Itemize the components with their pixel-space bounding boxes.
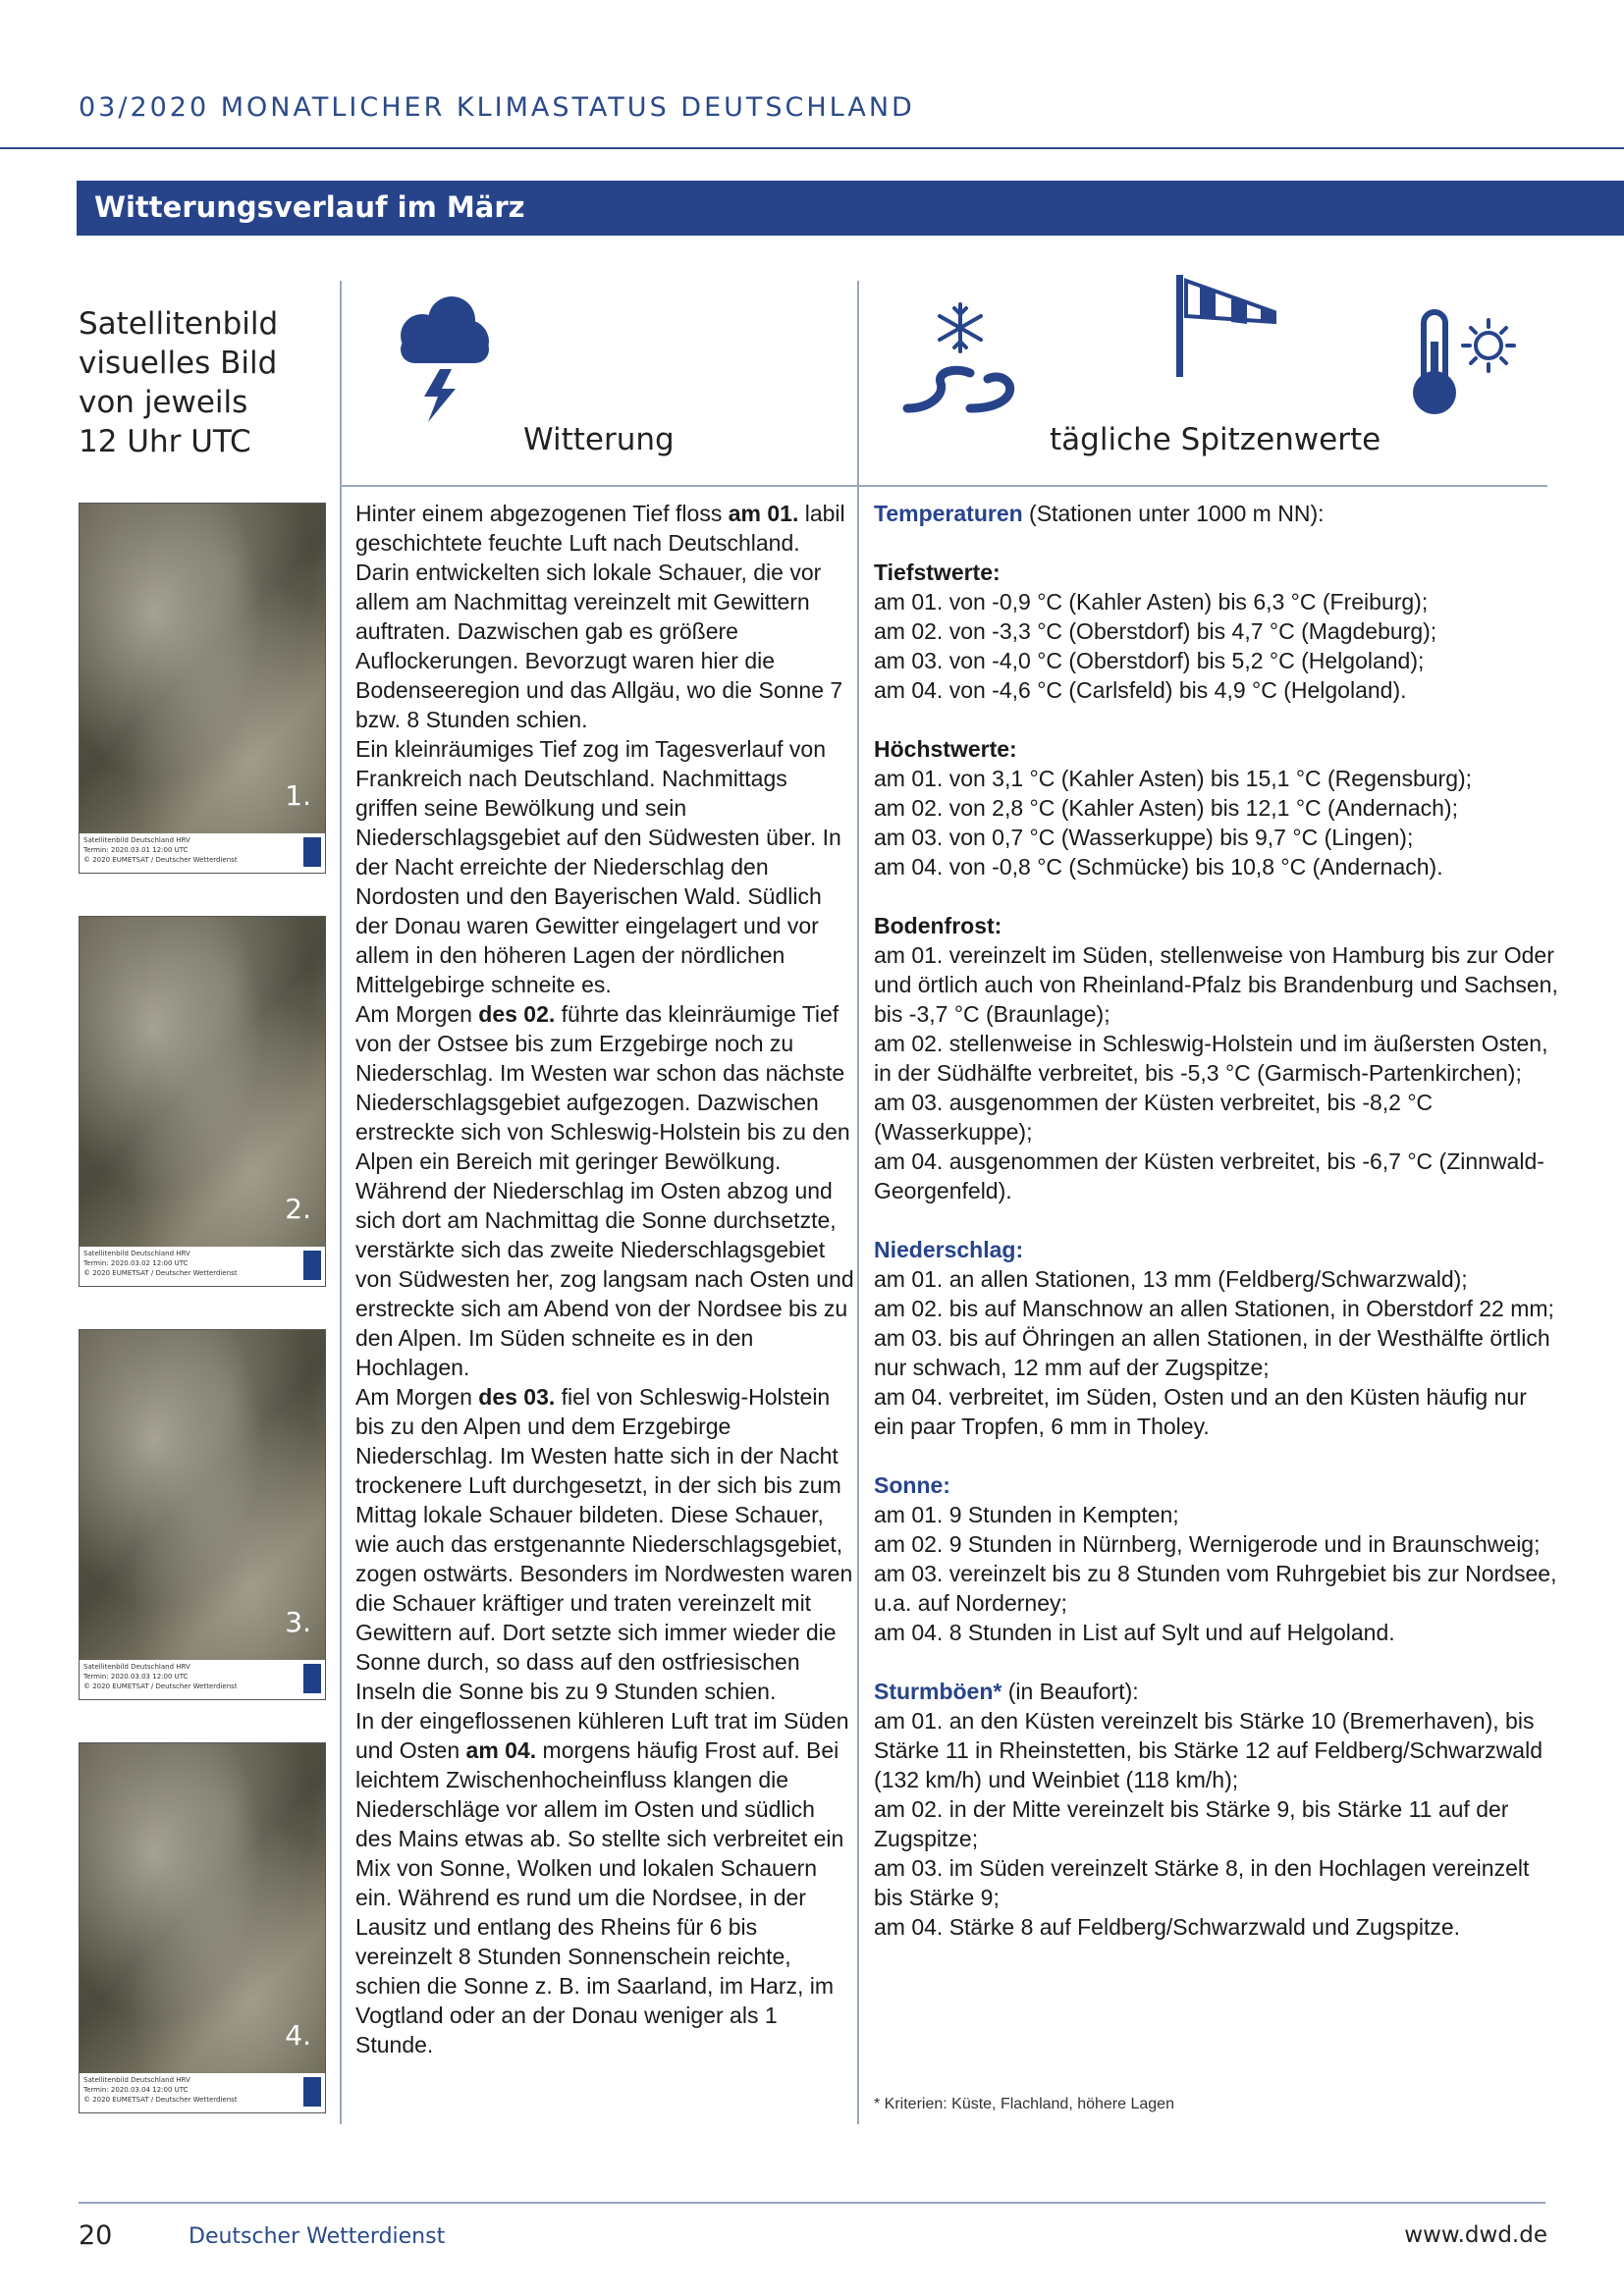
satellite-caption [80,2073,325,2112]
list-item: am 01. an allen Stationen, 13 mm (Feldberg/Schwarzwald); [874,1266,1468,1292]
niederschlag-heading: Niederschlag: [874,1237,1024,1262]
caption-line: Satellitenbild Deutschland HRV [83,1663,190,1671]
satellite-number: 2. [285,1193,311,1225]
list-item: am 02. von 2,8 °C (Kahler Asten) bis 12,1 °C (Andernach); [874,795,1458,821]
witterung-paragraph: Am Morgen des 03. fiel von Schleswig-Holstein bis zu den Alpen und dem Erzgebirge Niederschlag. Im Westen hatte sich in der Nacht trockenere Luft durchgesetzt, in der sich bis zum Mittag lokale Schauer bildeten. Diese Schauer, wie auch das erstgenannte Niederschlagsgebiet, zogen ostwärts. Besonders im Nordwesten waren die Schauer kräftiger und traten vereinzelt mit Gewittern auf. Dort setzte sich immer wieder die Sonne durch, so dass auf den ostfriesischen Inseln die Sonne bis zu 9 Stunden schien. [355,1384,853,1704]
list-item: am 01. an den Küsten vereinzelt bis Stärke 10 (Bremerhaven), bis Stärke 11 in Rheinstetten, bis Stärke 12 auf Feldberg/Schwarzwald (132 km/h) und Weinbiet (118 km/h); [874,1708,1543,1792]
witterung-heading: Witterung [523,422,675,457]
sturmboeen-heading: Sturmböen* (in Beaufort): [874,1679,1139,1704]
organization-name: Deutscher Wetterdienst [189,2224,446,2249]
list-item: am 01. vereinzelt im Süden, stellenweise von Hamburg bis zur Oder und örtlich auch von Rheinland-Pfalz bis Brandenburg und Sachsen, bis -3,7 °C (Braunlage); [874,942,1558,1027]
satellite-number: 1. [285,779,311,812]
section-bar [77,181,1624,236]
list-item: am 02. bis auf Manschnow an allen Stationen, in Oberstdorf 22 mm; [874,1296,1554,1321]
witterung-paragraph: Ein kleinräumiges Tief zog im Tagesverlauf von Frankreich nach Deutschland. Nachmittags griffen seine Bewölkung und sein Niederschlagsgebiet auf den Südwesten über. In der Nacht erreichte der Niederschlag den Nordosten und den Bayerischen Wald. Südlich der Donau waren Gewitter eingelagert und vor allem in den höheren Lagen der nördlichen Mittelgebirge schneite es. [355,736,841,997]
satellite-caption [80,833,325,873]
temperature-heading: Temperaturen (Stationen unter 1000 m NN): [874,501,1325,526]
sonne-heading: Sonne: [874,1472,950,1498]
running-header: 03/2020 MONATLICHER KLIMASTATUS DEUTSCHLAND [79,92,915,123]
satellite-column-label [79,304,278,461]
dwd-logo-icon [303,1664,321,1693]
list-item: am 04. verbreitet, im Süden, Osten und an den Küsten häufig nur ein paar Tropfen, 6 mm in Tholey. [874,1384,1527,1439]
satellite-image-3 [79,1329,326,1700]
list-item: am 01. von -0,9 °C (Kahler Asten) bis 6,3 °C (Freiburg); [874,589,1429,614]
satellite-image-1 [79,503,326,874]
spitzenwerte-heading: tägliche Spitzenwerte [1050,422,1381,457]
caption-line: © 2020 EUMETSAT / Deutscher Wetterdienst [83,1682,238,1690]
list-item: am 03. von 0,7 °C (Wasserkuppe) bis 9,7 °C (Lingen); [874,825,1414,850]
caption-line: © 2020 EUMETSAT / Deutscher Wetterdienst [83,1269,238,1277]
page-number: 20 [79,2220,113,2251]
tiefstwerte-heading: Tiefstwerte: [874,560,1001,585]
list-item: am 03. von -4,0 °C (Oberstdorf) bis 5,2 °C (Helgoland); [874,648,1425,673]
caption-line: Termin: 2020.03.04 12:00 UTC [83,2086,189,2094]
satellite-image-4 [79,1742,326,2113]
list-item: am 02. 9 Stunden in Nürnberg, Wernigerode und in Braunschweig; [874,1531,1541,1557]
dwd-logo-icon [303,2077,321,2107]
list-item: am 04. Stärke 8 auf Feldberg/Schwarzwald und Zugspitze. [874,1914,1461,1940]
bodenfrost-heading: Bodenfrost: [874,913,1002,938]
satellite-image-2 [79,916,326,1287]
footer-rule [79,2202,1545,2204]
list-item: am 01. von 3,1 °C (Kahler Asten) bis 15,1 °C (Regensburg); [874,766,1473,791]
dwd-logo-icon [303,837,321,867]
witterung-text [355,499,854,2059]
list-item: am 03. bis auf Öhringen an allen Stationen, in der Westhälfte örtlich nur schwach, 12 mm auf der Zugspitze; [874,1325,1550,1380]
caption-line: Satellitenbild Deutschland HRV [83,2076,190,2084]
caption-line: Termin: 2020.03.01 12:00 UTC [83,846,189,854]
sat-label-line: Satellitenbild [79,306,279,342]
witterung-paragraph: In der eingeflossenen kühleren Luft trat im Süden und Osten am 04. morgens häufig Frost auf. Bei leichtem Zwischenhocheinfluss klangen die Niederschläge vor allem im Osten und südlich des Mains etwas ab. So stellte sich verbreitet ein Mix von Sonne, Wolken und lokalen Schauern ein. Während es rund um die Nordsee, in der Lausitz und entlang des Rheins für 6 bis vereinzelt 8 Stunden Sonnenschein reichte, schien die Sonne z. B. im Saarland, im Harz, im Vogtland oder an der Donau weniger als 1 Stunde. [355,1708,849,2057]
column-rule-2 [857,281,859,2124]
sat-label-line: 12 Uhr UTC [79,424,251,459]
section-title: Witterungsverlauf im März [94,190,525,224]
thunderstorm-cloud-icon [391,291,493,424]
list-item: am 01. 9 Stunden in Kempten; [874,1502,1179,1527]
satellite-number: 3. [285,1606,311,1638]
satellite-number: 4. [285,2019,311,2052]
header-rule [0,147,1624,149]
list-item: am 02. von -3,3 °C (Oberstdorf) bis 4,7 °C (Magdeburg); [874,618,1437,644]
list-item: am 02. in der Mitte vereinzelt bis Stärke 9, bis Stärke 11 auf der Zugspitze; [874,1796,1509,1851]
list-item: am 02. stellenweise in Schleswig-Holstein und im äußersten Osten, in der Südhälfte verbreitet, bis -5,3 °C (Garmisch-Partenkirchen); [874,1031,1548,1086]
satellite-caption [80,1247,325,1286]
caption-line: Satellitenbild Deutschland HRV [83,1250,190,1257]
thermometer-sun-icon [1402,306,1520,418]
witterung-paragraph: Am Morgen des 02. führte das kleinräumige Tief von der Ostsee bis zum Erzgebirge noch zu Niederschlag. Im Westen war schon das nächste Niederschlagsgebiet aufgezogen. Dazwischen erstreckte sich von Schleswig-Holstein bis zu den Alpen ein Bereich mit geringer Bewölkung. Während der Niederschlag im Osten abzog und sich dort am Nachmittag die Sonne durchsetzte, verstärkte sich das zweite Niederschlagsgebiet von Südwesten her, zog langsam nach Osten und erstreckte sich am Abend von der Nordsee bis zu den Alpen. Im Süden schneite es in den Hochlagen. [355,1001,854,1380]
list-item: am 03. im Süden vereinzelt Stärke 8, in den Hochlagen vereinzelt bis Stärke 9; [874,1855,1530,1910]
caption-line: © 2020 EUMETSAT / Deutscher Wetterdienst [83,856,238,864]
spitzenwerte-text [874,499,1561,1942]
list-item: am 04. von -4,6 °C (Carlsfeld) bis 4,9 °C (Helgoland). [874,677,1407,703]
hoechstwerte-heading: Höchstwerte: [874,736,1017,762]
heading-rule [340,485,1547,487]
sat-label-line: visuelles Bild [79,346,278,381]
footnote: * Kriterien: Küste, Flachland, höhere Lagen [874,2096,1174,2112]
snow-road-icon [901,298,1019,416]
sat-label-line: von jeweils [79,385,248,420]
website-link[interactable]: www.dwd.de [1404,2222,1547,2248]
witterung-paragraph: Hinter einem abgezogenen Tief floss am 01. labil geschichtete feuchte Luft nach Deutschland. Darin entwickelten sich lokale Schauer, die vor allem am Nachmittag vereinzelt mit Gewittern auftraten. Dazwischen gab es größere Auflockerungen. Bevorzugt waren hier die Bodenseeregion und das Allgäu, wo die Sonne 7 bzw. 8 Stunden schien. [355,501,845,732]
list-item: am 03. vereinzelt bis zu 8 Stunden vom Ruhrgebiet bis zur Nordsee, u.a. auf Norderney; [874,1561,1557,1616]
list-item: am 03. ausgenommen der Küsten verbreitet, bis -8,2 °C (Wasserkuppe); [874,1090,1434,1145]
list-item: am 04. ausgenommen der Küsten verbreitet, bis -6,7 °C (Zinnwald-Georgenfeld). [874,1148,1544,1203]
windsock-icon [1172,273,1280,379]
list-item: am 04. von -0,8 °C (Schmücke) bis 10,8 °C (Andernach). [874,854,1443,880]
list-item: am 04. 8 Stunden in List auf Sylt und auf Helgoland. [874,1620,1395,1645]
dwd-logo-icon [303,1251,321,1280]
column-rule-1 [340,281,342,2124]
caption-line: Termin: 2020.03.02 12:00 UTC [83,1259,189,1267]
caption-line: © 2020 EUMETSAT / Deutscher Wetterdienst [83,2096,238,2104]
satellite-caption [80,1660,325,1699]
caption-line: Termin: 2020.03.03 12:00 UTC [83,1673,189,1681]
caption-line: Satellitenbild Deutschland HRV [83,836,190,844]
